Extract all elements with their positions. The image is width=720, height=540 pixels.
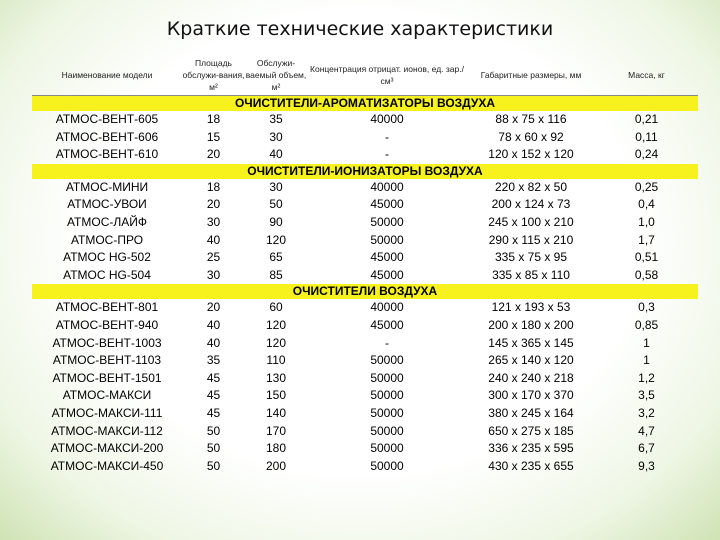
cell-volume: 85 [269,267,283,282]
cell-mass: 1 [643,335,650,350]
cell-mass: 0,51 [634,250,659,265]
section-title: ОЧИСТИТЕЛИ ВОЗДУХА [32,284,698,299]
table-row [32,387,698,405]
table-row [32,405,698,423]
cell-model: АТМОС-ВЕНТ-605 [55,112,159,126]
cell-ions: 40000 [370,300,404,315]
cell-area: 35 [206,353,221,368]
table-row [32,458,698,476]
section-header-row [32,284,698,299]
cell-ions: 50000 [370,214,404,229]
cell-model: АТМОС-ВЕНТ-1501 [52,370,162,385]
cell-dims: 300 x 170 x 370 [488,388,574,403]
header-dims: Габаритные размеры, мм [480,69,582,80]
cell-mass: 0,3 [638,300,655,315]
cell-volume: 170 [265,423,287,438]
cell-mass: 1,0 [638,214,655,229]
cell-dims: 430 x 235 x 655 [488,458,574,473]
cell-volume: 120 [265,317,287,332]
cell-model: АТМОС-МИНИ [65,179,149,194]
cell-dims: 78 x 60 x 92 [498,129,564,144]
table-row [32,196,698,214]
cell-area: 40 [206,317,221,332]
cell-dims: 335 x 75 x 95 [494,250,568,265]
cell-mass: 1 [643,353,650,368]
cell-mass: 6,7 [638,441,655,456]
cell-area: 18 [206,112,221,126]
table-row [32,299,698,317]
cell-dims: 145 x 365 x 145 [488,335,574,350]
cell-ions: 50000 [370,441,404,456]
table-row [32,179,698,197]
cell-volume: 35 [269,112,283,126]
cell-dims: 121 x 193 x 53 [491,300,571,315]
cell-ions: - [385,147,389,162]
cell-area: 20 [206,300,221,315]
cell-area: 45 [206,388,221,403]
table-row [32,249,698,267]
cell-area: 50 [206,423,221,438]
cell-ions: 50000 [370,405,404,420]
cell-area: 20 [206,197,221,212]
cell-model: АТМОС-МАКСИ-111 [51,405,163,420]
cell-volume: 150 [265,388,287,403]
cell-model: АТМОС-МАКСИ-450 [50,458,164,473]
cell-area: 40 [206,232,221,247]
header-model: Наименование модели [61,69,153,80]
header-ions: Концентрация отрицат. ионов, ед. зар./ см³ [310,63,464,86]
cell-area: 45 [206,370,221,385]
cell-volume: 120 [265,335,287,350]
cell-dims: 120 x 152 x 120 [488,147,574,162]
cell-dims: 335 x 85 x 110 [492,267,570,282]
header-mass: Масса, кг [628,69,665,80]
cell-model: АТМОС-ВЕНТ-940 [55,317,159,332]
cell-model: АТМОС HG-504 [63,267,151,282]
cell-dims: 245 x 100 x 210 [488,214,574,229]
cell-volume: 180 [265,441,287,456]
table-row [32,214,698,232]
cell-mass: 0,24 [634,147,659,162]
header-row [32,54,698,96]
cell-model: АТМОС-МАКСИ [62,388,152,403]
cell-model: АТМОС-УВОИ [67,197,147,212]
cell-mass: 3,2 [638,405,655,420]
cell-dims: 88 x 75 x 116 [495,112,567,126]
cell-mass: 3,5 [638,388,655,403]
cell-ions: - [385,335,389,350]
table-row [32,423,698,441]
cell-ions: 40000 [370,112,404,126]
cell-volume: 90 [269,214,283,229]
cell-volume: 110 [266,353,286,368]
table-row [32,111,698,129]
cell-model: АТМОС-ВЕНТ-1003 [52,335,162,350]
cell-model: АТМОС-ВЕНТ-1103 [52,353,162,368]
cell-ions: 40000 [370,179,404,194]
cell-mass: 1,2 [638,370,655,385]
cell-ions: 50000 [370,423,404,438]
cell-ions: 45000 [370,267,404,282]
cell-ions: 45000 [370,197,404,212]
table-row [32,317,698,335]
cell-area: 50 [206,441,221,456]
section-title: ОЧИСТИТЕЛИ-ИОНИЗАТОРЫ ВОЗДУХА [32,164,698,179]
cell-area: 30 [206,267,221,282]
cell-model: АТМОС-МАКСИ-112 [51,423,163,438]
cell-mass: 9,3 [638,458,655,473]
cell-mass: 1,7 [638,232,655,247]
cell-model: АТМОС-ВЕНТ-606 [55,129,159,144]
cell-mass: 0,21 [634,112,659,126]
cell-ions: 50000 [370,370,404,385]
cell-volume: 200 [265,458,287,473]
table-row [32,370,698,388]
table-row [32,146,698,164]
cell-ions: - [385,129,389,144]
cell-model: АТМОС-ПРО [70,232,144,247]
table-row [32,335,698,353]
table-row [32,232,698,250]
table-row [32,352,698,370]
cell-model: АТМОС-ЛАЙФ [66,214,147,229]
cell-dims: 336 x 235 x 595 [488,441,574,456]
header-volume: Обслужи-ваемый объем, м² [245,57,307,92]
cell-volume: 60 [269,300,283,315]
page-title: Краткие технические характеристики [166,18,554,40]
cell-model: АТМОС-ВЕНТ-610 [55,147,159,162]
specs-table [32,54,698,475]
cell-ions: 50000 [370,353,404,368]
table-body [32,96,698,476]
cell-mass: 4,7 [638,423,655,438]
cell-area: 30 [206,214,221,229]
cell-model: АТМОС-ВЕНТ-801 [55,300,159,315]
cell-dims: 650 x 275 x 185 [488,423,574,438]
section-title: ОЧИСТИТЕЛИ-АРОМАТИЗАТОРЫ ВОЗДУХА [32,96,698,112]
cell-mass: 0,25 [634,179,659,194]
table-row [32,267,698,285]
cell-dims: 290 x 115 x 210 [488,232,574,247]
cell-dims: 380 x 245 x 164 [488,405,574,420]
cell-area: 45 [206,405,221,420]
cell-model: АТМОС-МАКСИ-200 [50,441,164,456]
cell-mass: 0,4 [638,197,655,212]
cell-ions: 50000 [370,388,404,403]
cell-ions: 45000 [370,250,404,265]
cell-dims: 240 x 240 x 218 [488,370,574,385]
cell-dims: 200 x 124 x 73 [491,197,571,212]
table-row [32,129,698,147]
cell-volume: 130 [265,370,287,385]
cell-ions: 45000 [370,317,404,332]
cell-area: 15 [206,129,221,144]
cell-model: АТМОС HG-502 [63,250,151,265]
cell-dims: 220 x 82 x 50 [494,179,568,194]
header-area: Площадь обслужи-вания, м² [182,57,245,92]
cell-area: 18 [206,179,221,194]
cell-dims: 265 x 140 x 120 [488,353,574,368]
cell-dims: 200 x 180 x 200 [488,317,574,332]
section-header-row [32,96,698,112]
cell-volume: 30 [269,129,283,144]
cell-ions: 50000 [370,232,404,247]
cell-volume: 30 [269,179,283,194]
cell-area: 25 [206,250,221,265]
cell-area: 50 [206,458,221,473]
cell-mass: 0,11 [635,129,658,144]
cell-mass: 0,85 [634,317,659,332]
cell-mass: 0,58 [634,267,659,282]
cell-volume: 65 [269,250,283,265]
section-header-row [32,164,698,179]
cell-volume: 40 [269,147,283,162]
cell-area: 20 [206,147,221,162]
cell-volume: 120 [265,232,287,247]
cell-area: 40 [206,335,221,350]
cell-ions: 50000 [370,458,404,473]
cell-volume: 50 [269,197,283,212]
table-row [32,440,698,458]
cell-volume: 140 [265,405,287,420]
